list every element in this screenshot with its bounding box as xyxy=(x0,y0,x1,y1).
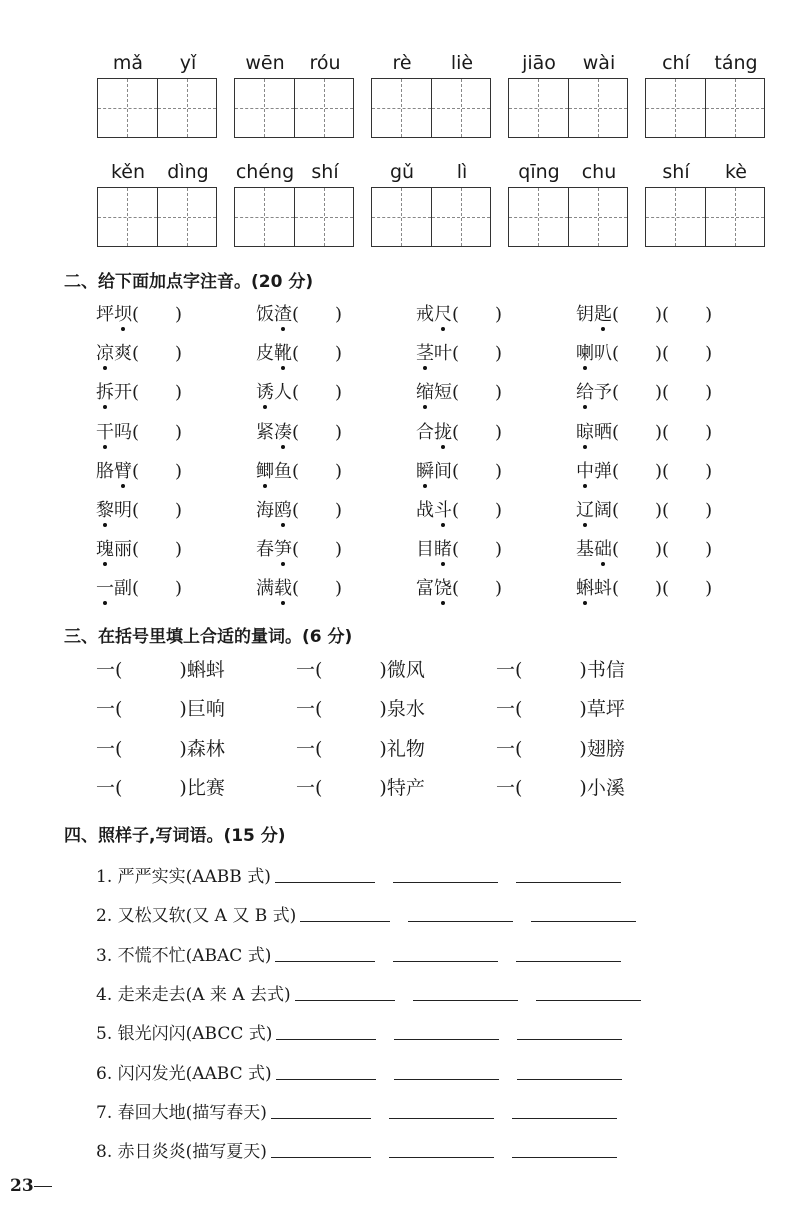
measure-row xyxy=(96,734,696,773)
annotation-row xyxy=(96,574,756,613)
pinyin-label: wài xyxy=(582,52,616,74)
annotation-item[interactable] xyxy=(96,574,256,613)
annotation-item[interactable] xyxy=(576,378,756,417)
word-char: 辽 xyxy=(576,499,594,521)
pinyin-label: qīng xyxy=(518,161,560,183)
measure-row xyxy=(96,655,696,694)
annotation-item[interactable] xyxy=(416,496,576,535)
answer-blank[interactable] xyxy=(275,882,375,883)
annotation-item[interactable] xyxy=(96,535,256,574)
answer-brackets[interactable]: ( ) xyxy=(132,421,183,443)
word-char: 爽 xyxy=(114,343,132,365)
word-item xyxy=(96,973,736,1012)
word-char: 笋 xyxy=(274,539,292,561)
measure-word-item[interactable]: 一( )翅膀 xyxy=(496,737,625,760)
word-item-label: 7. 春回大地(描写春天) xyxy=(96,1102,267,1123)
answer-brackets[interactable]: ( ) xyxy=(132,578,183,600)
pinyin-label: chu xyxy=(581,161,617,183)
word-char: 晒 xyxy=(594,421,612,443)
pinyin-label: dìng xyxy=(167,161,209,183)
word-char: 尺 xyxy=(434,304,452,325)
word-item xyxy=(96,1130,736,1169)
answer-brackets[interactable]: ( ) xyxy=(452,499,503,521)
answer-brackets[interactable]: ( ) xyxy=(292,304,343,325)
answer-blank[interactable] xyxy=(512,1157,617,1158)
section-heading: 三、在括号里填上合适的量词。(6 分) xyxy=(64,627,353,647)
measure-word-item[interactable]: 一( )小溪 xyxy=(496,776,625,799)
answer-blank[interactable] xyxy=(512,1118,617,1119)
annotation-item[interactable] xyxy=(416,574,576,613)
answer-blank[interactable] xyxy=(408,921,513,922)
answer-blank[interactable] xyxy=(271,1118,371,1119)
word-item-label: 8. 赤日炎炎(描写夏天) xyxy=(96,1142,267,1163)
answer-brackets[interactable]: ( )( ) xyxy=(612,460,713,482)
annotation-item[interactable] xyxy=(416,457,576,496)
word-char: 靴 xyxy=(274,343,292,365)
annotation-item[interactable] xyxy=(416,300,576,339)
writing-grid[interactable] xyxy=(371,187,491,247)
answer-brackets[interactable]: ( )( ) xyxy=(612,539,713,561)
answer-blank[interactable] xyxy=(531,921,636,922)
word-item xyxy=(96,1091,736,1130)
answer-blank[interactable] xyxy=(295,1000,395,1001)
answer-brackets[interactable]: ( ) xyxy=(452,382,503,404)
word-char: 叶 xyxy=(434,343,452,365)
word-char: 础 xyxy=(594,539,612,561)
measure-word-item[interactable]: 一( )书信 xyxy=(496,659,625,681)
answer-blank[interactable] xyxy=(517,1079,622,1080)
word-char: 中 xyxy=(576,460,594,482)
word-char: 胳 xyxy=(96,460,114,482)
measure-word-item[interactable]: 一( )微风 xyxy=(296,659,425,681)
annotation-item[interactable] xyxy=(576,574,756,613)
word-char: 春 xyxy=(256,539,274,561)
annotation-item[interactable] xyxy=(96,496,256,535)
word-char: 弹 xyxy=(594,460,612,482)
word-char: 吗 xyxy=(114,421,132,443)
word-item-label: 5. 银光闪闪(ABCC 式) xyxy=(96,1024,273,1045)
section-heading: 四、照样子,写词语。(15 分) xyxy=(64,826,286,846)
measure-word-item[interactable]: 一( )比赛 xyxy=(96,776,225,799)
writing-grid[interactable] xyxy=(97,187,217,247)
word-char: 睹 xyxy=(434,539,452,561)
annotation-row xyxy=(96,300,756,339)
pinyin-label: lì xyxy=(456,161,468,183)
word-char: 茎 xyxy=(416,343,434,365)
pinyin-label: liè xyxy=(450,52,474,74)
word-char: 目 xyxy=(416,539,434,561)
answer-blank[interactable] xyxy=(394,1079,499,1080)
pinyin-label: wēn xyxy=(245,52,285,74)
writing-grid[interactable] xyxy=(645,187,765,247)
measure-word-item[interactable]: 一( )礼物 xyxy=(296,737,425,760)
word-char: 副 xyxy=(114,578,132,600)
word-char: 凑 xyxy=(274,421,292,443)
annotation-item[interactable] xyxy=(96,378,256,417)
answer-brackets[interactable]: ( ) xyxy=(292,499,343,521)
page-number-dash xyxy=(34,1186,52,1187)
answer-brackets[interactable]: ( ) xyxy=(292,460,343,482)
answer-blank[interactable] xyxy=(389,1157,494,1158)
answer-brackets[interactable]: ( ) xyxy=(292,578,343,600)
word-item xyxy=(96,1012,736,1051)
word-char: 紧 xyxy=(256,421,274,443)
annotation-item[interactable] xyxy=(576,418,756,457)
answer-blank[interactable] xyxy=(276,1079,376,1080)
measure-word-item[interactable]: 一( )巨响 xyxy=(96,698,225,721)
answer-brackets[interactable]: ( )( ) xyxy=(612,421,713,443)
word-char: 匙 xyxy=(594,304,612,325)
answer-brackets[interactable]: ( )( ) xyxy=(612,382,713,404)
word-char: 短 xyxy=(434,382,452,404)
word-char: 基 xyxy=(576,539,594,561)
answer-blank[interactable] xyxy=(275,961,375,962)
annotation-item[interactable] xyxy=(416,378,576,417)
word-char: 钥 xyxy=(576,304,594,325)
answer-brackets[interactable]: ( ) xyxy=(452,343,503,365)
annotation-row xyxy=(96,457,756,496)
word-char: 臂 xyxy=(114,460,132,482)
section-heading: 二、给下面加点字注音。(20 分) xyxy=(64,272,314,292)
annotation-item[interactable] xyxy=(576,457,756,496)
word-char: 丽 xyxy=(114,539,132,561)
answer-brackets[interactable]: ( ) xyxy=(452,578,503,600)
word-char: 戒 xyxy=(416,304,434,325)
word-char: 给 xyxy=(576,382,594,404)
pinyin-label: rè xyxy=(392,52,412,74)
writing-grid[interactable] xyxy=(645,78,765,138)
answer-brackets[interactable]: ( ) xyxy=(292,539,343,561)
word-char: 拢 xyxy=(434,421,452,443)
word-char: 瞬 xyxy=(416,460,434,482)
pinyin-label: kěn xyxy=(110,161,146,183)
annotation-item[interactable] xyxy=(416,339,576,378)
answer-blank[interactable] xyxy=(516,882,621,883)
word-item-label: 4. 走来走去(A 来 A 去式) xyxy=(96,985,291,1006)
answer-blank[interactable] xyxy=(276,1039,376,1040)
answer-brackets[interactable]: ( ) xyxy=(132,539,183,561)
annotation-item[interactable] xyxy=(96,418,256,457)
word-item-label: 1. 严严实实(AABB 式) xyxy=(96,867,271,888)
answer-blank[interactable] xyxy=(271,1157,371,1158)
word-char: 叭 xyxy=(594,343,612,365)
word-char: 间 xyxy=(434,460,452,482)
annotation-row xyxy=(96,535,756,574)
word-item xyxy=(96,934,736,973)
word-char: 渣 xyxy=(274,304,292,325)
word-char: 饶 xyxy=(434,578,452,600)
word-char: 黎 xyxy=(96,499,114,521)
answer-brackets[interactable]: ( ) xyxy=(292,343,343,365)
measure-word-item[interactable]: 一( )特产 xyxy=(296,776,425,799)
word-item xyxy=(96,1051,736,1090)
word-char: 晾 xyxy=(576,421,594,443)
page-number: 23 xyxy=(10,1176,34,1196)
word-char: 鲫 xyxy=(256,460,274,482)
pinyin-label: chéng xyxy=(235,161,295,183)
annotation-item[interactable] xyxy=(256,339,416,378)
word-char: 富 xyxy=(416,578,434,600)
answer-brackets[interactable]: ( ) xyxy=(452,539,503,561)
word-char: 坝 xyxy=(114,304,132,325)
writing-grid[interactable] xyxy=(508,78,628,138)
measure-row xyxy=(96,773,696,812)
answer-blank[interactable] xyxy=(413,1000,518,1001)
annotation-row xyxy=(96,496,756,535)
word-char: 斗 xyxy=(434,499,452,521)
answer-brackets[interactable]: ( ) xyxy=(452,421,503,443)
annotation-item[interactable] xyxy=(256,535,416,574)
answer-brackets[interactable]: ( ) xyxy=(132,304,183,325)
word-char: 拆 xyxy=(96,382,114,404)
word-item-label: 2. 又松又软(又 A 又 B 式) xyxy=(96,906,297,927)
pinyin-label: mǎ xyxy=(112,52,144,74)
word-char: 饭 xyxy=(256,304,274,325)
word-char: 喇 xyxy=(576,343,594,365)
pinyin-annotation-grid xyxy=(96,300,756,614)
annotation-item[interactable] xyxy=(96,339,256,378)
annotation-item[interactable] xyxy=(256,457,416,496)
word-char: 鸥 xyxy=(274,499,292,521)
annotation-item[interactable] xyxy=(576,496,756,535)
word-writing-list xyxy=(96,855,736,1169)
annotation-item[interactable] xyxy=(416,418,576,457)
pinyin-label: shí xyxy=(662,161,690,183)
answer-brackets[interactable]: ( )( ) xyxy=(612,499,713,521)
writing-grid[interactable] xyxy=(234,187,354,247)
word-char: 战 xyxy=(416,499,434,521)
word-char: 开 xyxy=(114,382,132,404)
measure-word-item[interactable]: 一( )泉水 xyxy=(296,698,425,721)
word-char: 人 xyxy=(274,382,292,404)
word-char: 一 xyxy=(96,578,114,600)
answer-brackets[interactable]: ( ) xyxy=(132,460,183,482)
answer-blank[interactable] xyxy=(394,1039,499,1040)
annotation-item[interactable] xyxy=(256,418,416,457)
measure-word-item[interactable]: 一( )蝌蚪 xyxy=(96,659,225,681)
annotation-item[interactable] xyxy=(416,535,576,574)
word-item xyxy=(96,855,736,894)
answer-brackets[interactable]: ( )( ) xyxy=(612,578,713,600)
annotation-item[interactable] xyxy=(96,300,256,339)
annotation-item[interactable] xyxy=(256,300,416,339)
word-item xyxy=(96,894,736,933)
word-char: 载 xyxy=(274,578,292,600)
word-char: 缩 xyxy=(416,382,434,404)
measure-word-grid xyxy=(96,655,696,812)
word-char: 皮 xyxy=(256,343,274,365)
word-char: 蝌 xyxy=(576,578,594,600)
word-char: 阔 xyxy=(594,499,612,521)
word-char: 坪 xyxy=(96,304,114,325)
word-item-label: 3. 不慌不忙(ABAC 式) xyxy=(96,945,272,966)
answer-blank[interactable] xyxy=(536,1000,641,1001)
answer-blank[interactable] xyxy=(516,961,621,962)
answer-blank[interactable] xyxy=(393,961,498,962)
answer-brackets[interactable]: ( ) xyxy=(292,382,343,404)
word-char: 满 xyxy=(256,578,274,600)
annotation-item[interactable] xyxy=(96,457,256,496)
writing-grid[interactable] xyxy=(234,78,354,138)
pinyin-label: shí xyxy=(311,161,339,183)
annotation-item[interactable] xyxy=(576,300,756,339)
annotation-item[interactable] xyxy=(576,339,756,378)
word-char: 予 xyxy=(594,382,612,404)
pinyin-label: yǐ xyxy=(179,52,197,74)
word-char: 干 xyxy=(96,421,114,443)
annotation-item[interactable] xyxy=(256,496,416,535)
answer-blank[interactable] xyxy=(517,1039,622,1040)
answer-brackets[interactable]: ( )( ) xyxy=(612,343,713,365)
answer-blank[interactable] xyxy=(393,882,498,883)
pinyin-label: chí xyxy=(662,52,690,74)
pinyin-label: róu xyxy=(309,52,341,74)
word-item-label: 6. 闪闪发光(AABC 式) xyxy=(96,1063,272,1084)
word-char: 明 xyxy=(114,499,132,521)
annotation-item[interactable] xyxy=(256,378,416,417)
answer-brackets[interactable]: ( ) xyxy=(452,460,503,482)
word-char: 鱼 xyxy=(274,460,292,482)
answer-brackets[interactable]: ( ) xyxy=(132,382,183,404)
measure-word-item[interactable]: 一( )森林 xyxy=(96,737,225,760)
answer-brackets[interactable]: ( ) xyxy=(132,343,183,365)
answer-brackets[interactable]: ( ) xyxy=(292,421,343,443)
pinyin-label: gǔ xyxy=(389,161,415,183)
writing-grid[interactable] xyxy=(371,78,491,138)
answer-brackets[interactable]: ( ) xyxy=(132,499,183,521)
annotation-row xyxy=(96,339,756,378)
pinyin-label: táng xyxy=(714,52,758,74)
pinyin-label: jiāo xyxy=(522,52,556,74)
annotation-item[interactable] xyxy=(256,574,416,613)
answer-brackets[interactable]: ( ) xyxy=(452,304,503,325)
word-char: 诱 xyxy=(256,382,274,404)
annotation-item[interactable] xyxy=(576,535,756,574)
pinyin-label: kè xyxy=(724,161,747,183)
measure-row xyxy=(96,694,696,733)
measure-word-item[interactable]: 一( )草坪 xyxy=(496,698,625,721)
writing-grid[interactable] xyxy=(97,78,217,138)
answer-blank[interactable] xyxy=(389,1118,494,1119)
annotation-row xyxy=(96,378,756,417)
writing-grid[interactable] xyxy=(508,187,628,247)
annotation-row xyxy=(96,418,756,457)
word-char: 合 xyxy=(416,421,434,443)
word-char: 蚪 xyxy=(594,578,612,600)
word-char: 海 xyxy=(256,499,274,521)
answer-blank[interactable] xyxy=(300,921,390,922)
answer-brackets[interactable]: ( )( ) xyxy=(612,304,713,325)
word-char: 凉 xyxy=(96,343,114,365)
word-char: 瑰 xyxy=(96,539,114,561)
